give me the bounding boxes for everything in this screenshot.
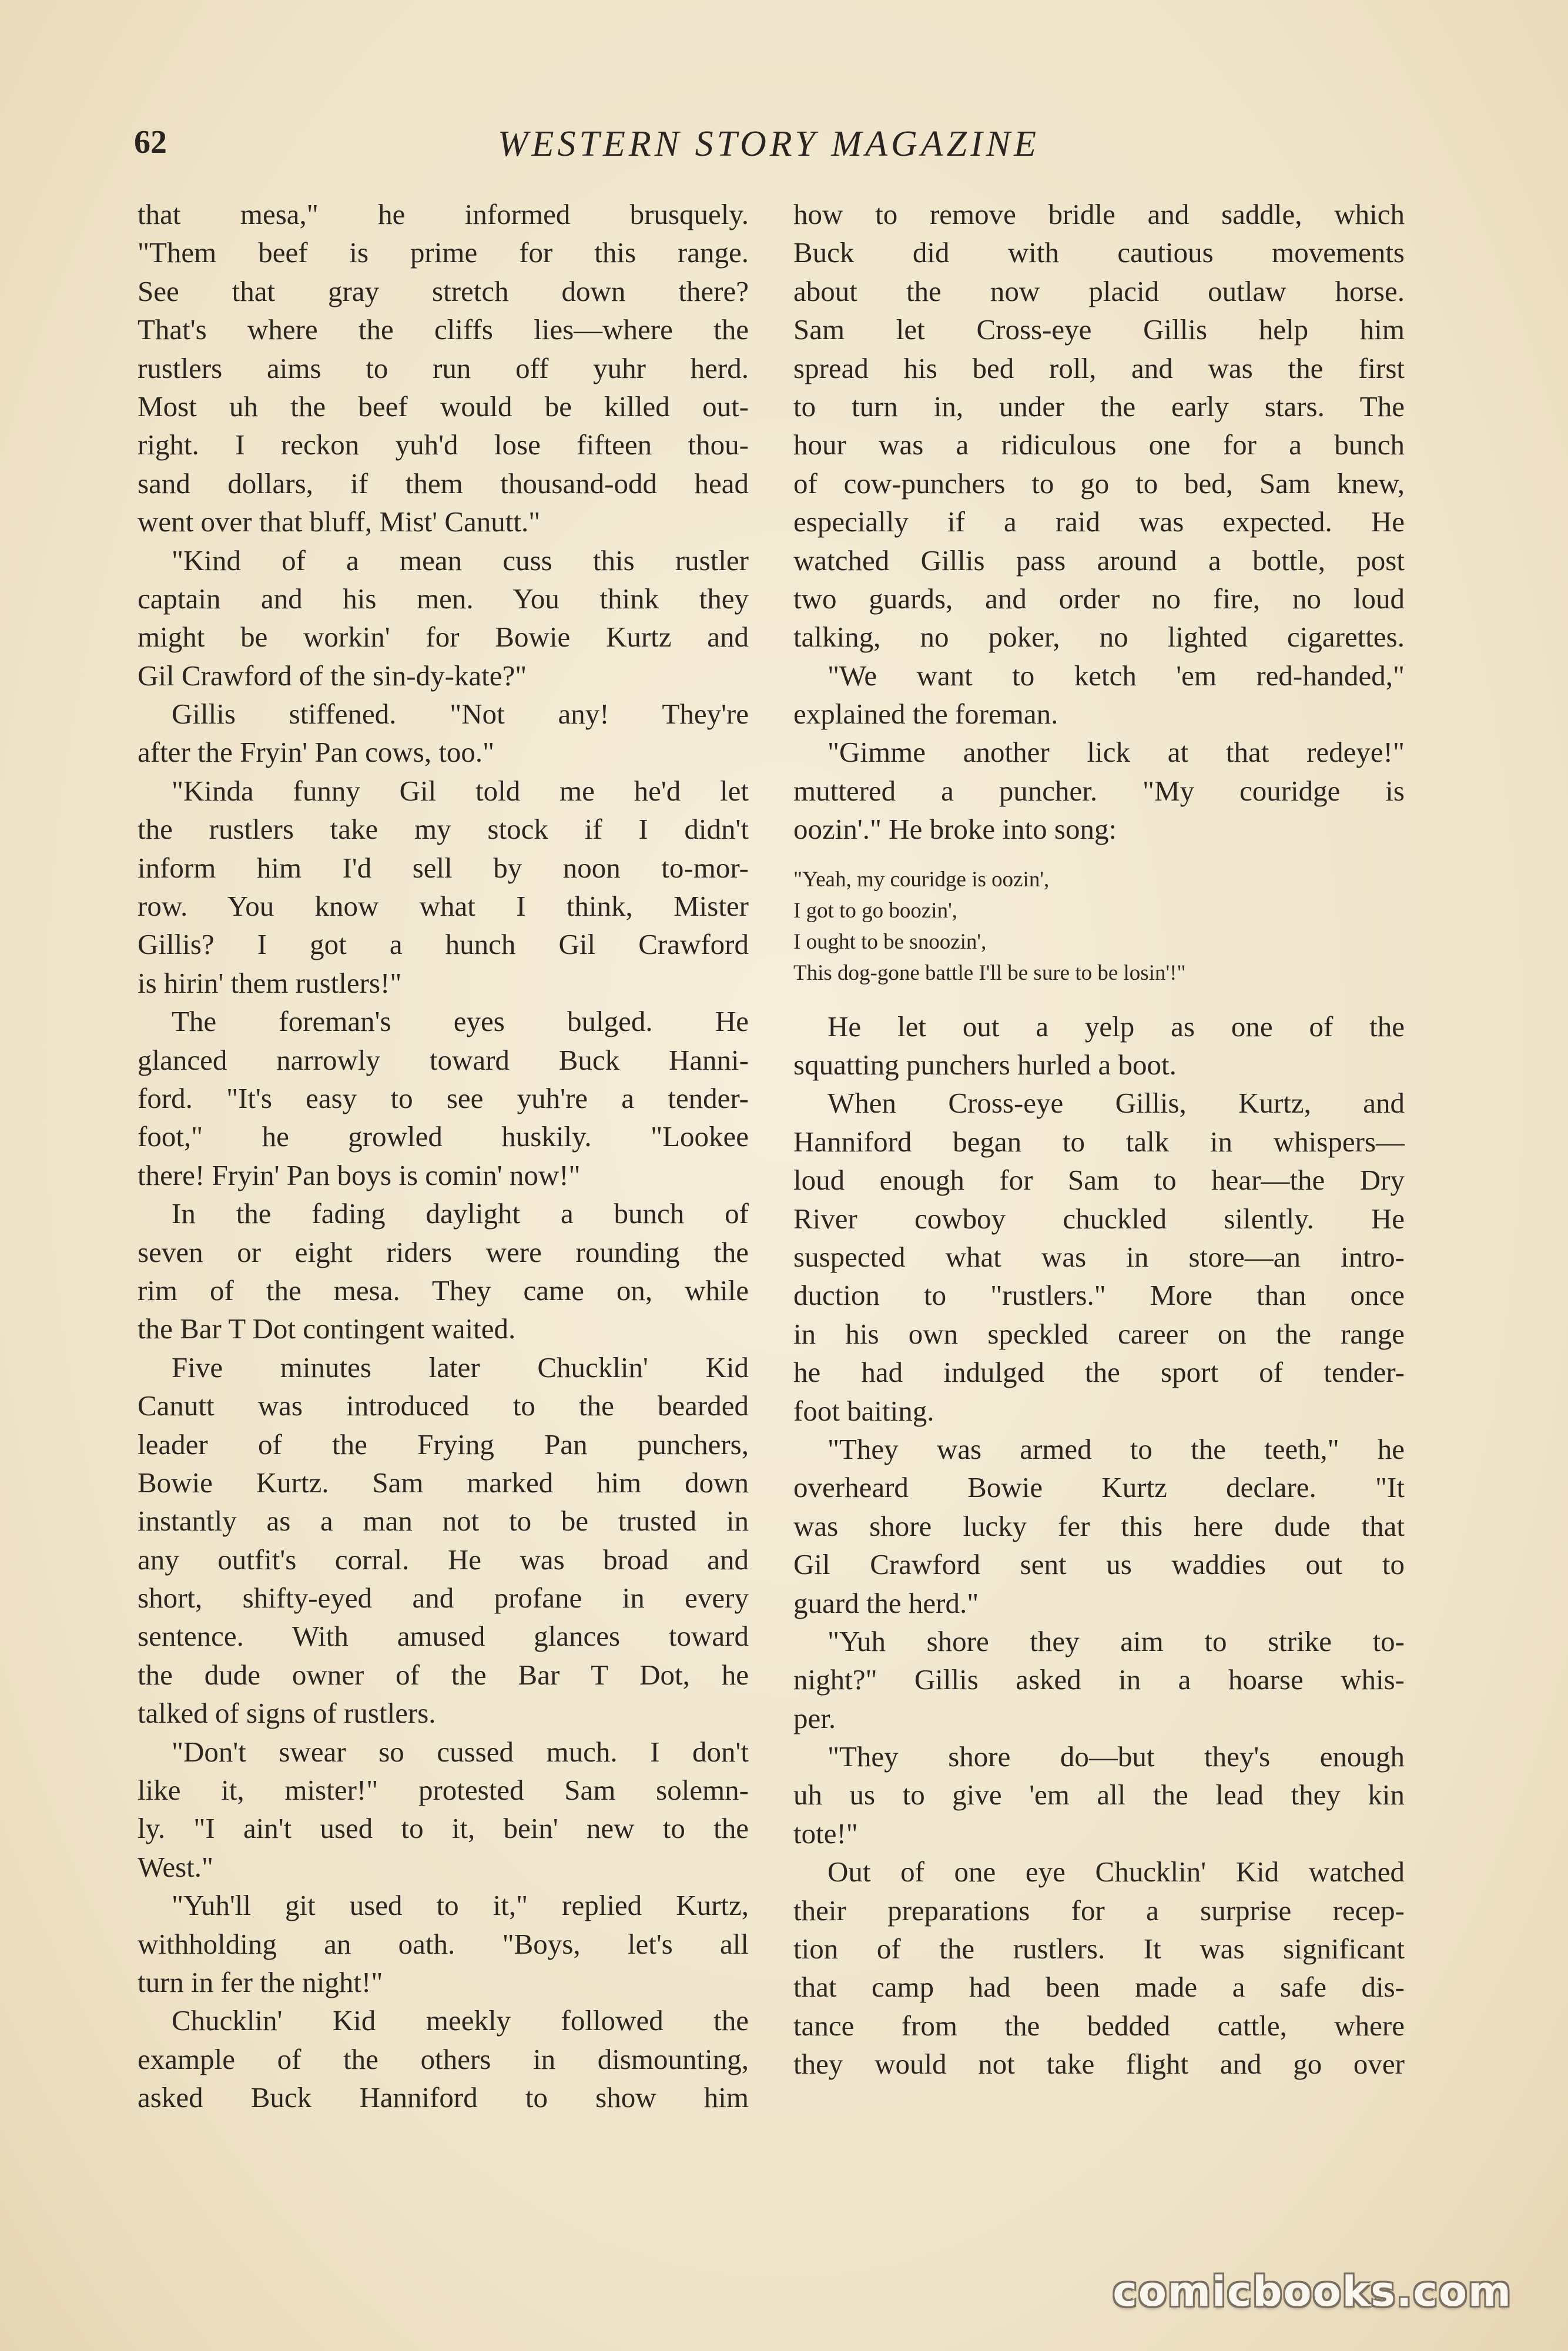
text-line: loud enough for Sam to hear—the Dry [793,1164,1405,1197]
text-line: the rustlers take my stock if I didn't [138,813,749,846]
text-line: In the fading daylight a bunch of [172,1197,749,1230]
text-line: in his own speckled career on the range [793,1317,1405,1350]
text-line: especially if a raid was expected. He [793,505,1405,538]
text-line: any outfit's corral. He was broad and [138,1543,749,1576]
text-line: foot baiting. [793,1394,934,1427]
text-line: hour was a ridiculous one for a bunch [793,428,1405,461]
running-title: WESTERN STORY MAGAZINE [498,124,1040,164]
verse-line: I got to go boozin', [793,898,957,923]
right-column-top-text [793,195,1405,849]
text-line: Out of one eye Chucklin' Kid watched [827,1856,1405,1888]
song-verse [793,864,1405,989]
text-line: "We want to ketch 'em red-handed," [827,659,1405,692]
text-line: two guards, and order no fire, no loud [793,582,1405,615]
text-line: withholding an oath. "Boys, let's all [138,1927,749,1960]
text-line: after the Fryin' Pan cows, too." [138,736,495,769]
text-line: "They was armed to the teeth," he [827,1432,1405,1465]
text-line: "Yuh'll git used to it," replied Kurtz, [172,1889,749,1922]
text-line: Five minutes later Chucklin' Kid [172,1351,749,1384]
text-line: of cow-punchers to go to bed, Sam knew, [793,467,1405,500]
text-line: instantly as a man not to be trusted in [138,1505,749,1538]
text-line: overheard Bowie Kurtz declare. "It [793,1471,1405,1504]
text-line: tote!" [793,1817,858,1850]
text-line: that camp had been made a safe dis- [793,1971,1405,2004]
text-line: "Yuh shore they aim to strike to- [827,1625,1405,1657]
text-line: rim of the mesa. They came on, while [138,1274,749,1307]
text-line: "Them beef is prime for this range. [138,236,749,269]
text-line: glanced narrowly toward Buck Hanni- [138,1043,749,1076]
text-line: turn in fer the night!" [138,1965,383,1998]
text-line: tance from the bedded cattle, where [793,2009,1405,2042]
text-line: "They shore do—but they's enough [827,1740,1405,1773]
verse-line: This dog-gone battle I'll be sure to be losin'!" [793,960,1186,985]
text-line: The foreman's eyes bulged. He [172,1005,749,1038]
verse-line: "Yeah, my couridge is oozin', [793,867,1050,892]
text-line: Gillis? I got a hunch Gil Crawford [138,928,749,961]
text-line: the dude owner of the Bar T Dot, he [138,1658,749,1691]
text-line: how to remove bridle and saddle, which [793,198,1405,230]
page-header [134,118,1403,170]
text-line: duction to "rustlers." More than once [793,1279,1405,1312]
text-line: Gil Crawford of the sin-dy-kate?" [138,659,527,692]
text-line: "Gimme another lick at that redeye!" [827,736,1405,769]
text-line: Sam let Cross-eye Gillis help him [793,313,1405,346]
text-line: suspected what was in store—an intro- [793,1240,1405,1273]
text-line: He let out a yelp as one of the [827,1010,1405,1043]
text-line: foot," he growled huskily. "Lookee [138,1120,749,1153]
text-line: uh us to give 'em all the lead they kin [793,1779,1405,1811]
page-number: 62 [134,124,167,160]
text-line: "Kinda funny Gil told me he'd let [172,774,749,807]
text-line: River cowboy chuckled silently. He [793,1202,1405,1235]
text-line: was shore lucky fer this here dude that [793,1509,1405,1542]
left-column [138,195,749,2117]
text-line: that mesa," he informed brusquely. [138,198,749,230]
text-line: row. You know what I think, Mister [138,890,749,923]
text-line: Gil Crawford sent us waddies out to [793,1548,1405,1581]
text-line: Hanniford began to talk in whispers— [793,1125,1405,1158]
text-line: "Kind of a mean cuss this rustler [172,544,749,577]
text-line: explained the foreman. [793,698,1058,731]
text-line: right. I reckon yuh'd lose fifteen thou- [138,428,749,461]
text-line: tion of the rustlers. It was significant [793,1933,1405,1965]
text-line: rustlers aims to run off yuhr herd. [138,351,749,384]
text-line: the Bar T Dot contingent waited. [138,1312,516,1345]
text-line: leader of the Frying Pan punchers, [138,1428,749,1461]
text-line: there! Fryin' Pan boys is comin' now!" [138,1158,581,1191]
text-line: short, shifty-eyed and profane in every [138,1582,749,1615]
text-line: went over that bluff, Mist' Canutt." [138,505,541,538]
text-line: they would not take flight and go over [793,2048,1405,2081]
text-line: watched Gillis pass around a bottle, post [793,544,1405,577]
text-line: guard the herd." [793,1586,979,1619]
text-line: to turn in, under the early stars. The [793,390,1405,423]
text-line: asked Buck Hanniford to show him [138,2081,749,2114]
text-line: talking, no poker, no lighted cigarettes. [793,621,1405,654]
text-line: captain and his men. You think they [138,582,749,615]
text-line: sentence. With amused glances toward [138,1620,749,1653]
text-line: Most uh the beef would be killed out- [138,390,749,423]
text-line: oozin'." He broke into song: [793,813,1117,846]
text-line: their preparations for a surprise recep- [793,1894,1405,1927]
text-line: Buck did with cautious movements [793,236,1405,269]
text-line: sand dollars, if them thousand-odd head [138,467,749,500]
text-line: muttered a puncher. "My couridge is [793,774,1405,807]
text-line: like it, mister!" protested Sam solemn- [138,1774,749,1807]
text-line: is hirin' them rustlers!" [138,966,402,999]
text-line: ford. "It's easy to see yuh're a tender- [138,1081,749,1114]
watermark: comicbooks.com [1113,2268,1512,2316]
text-line: Chucklin' Kid meekly followed the [172,2004,749,2037]
text-line: ly. "I ain't used to it, bein' new to the [138,1812,749,1845]
text-line: When Cross-eye Gillis, Kurtz, and [827,1087,1405,1120]
text-line: about the now placid outlaw horse. [793,274,1405,307]
text-line: Bowie Kurtz. Sam marked him down [138,1466,749,1499]
verse-line: I ought to be snoozin', [793,929,987,954]
text-line: might be workin' for Bowie Kurtz and [138,621,749,654]
right-column-bottom-text [793,1007,1405,2084]
text-line: See that gray stretch down there? [138,274,749,307]
text-line: "Don't swear so cussed much. I don't [172,1735,749,1768]
text-line: squatting punchers hurled a boot. [793,1049,1177,1081]
text-line: That's where the cliffs lies—where the [138,313,749,346]
right-column [793,195,1405,2084]
text-line: talked of signs of rustlers. [138,1697,436,1730]
text-line: night?" Gillis asked in a hoarse whis- [793,1663,1405,1696]
text-line: spread his bed roll, and was the first [793,351,1405,384]
text-line: inform him I'd sell by noon to-mor- [138,851,749,884]
text-line: per. [793,1702,836,1734]
text-line: Canutt was introduced to the bearded [138,1389,749,1422]
text-line: West." [138,1850,214,1883]
text-line: seven or eight riders were rounding the [138,1235,749,1268]
text-line: he had indulged the sport of tender- [793,1356,1405,1389]
text-line: example of the others in dismounting, [138,2042,749,2075]
text-line: Gillis stiffened. "Not any! They're [172,698,749,731]
